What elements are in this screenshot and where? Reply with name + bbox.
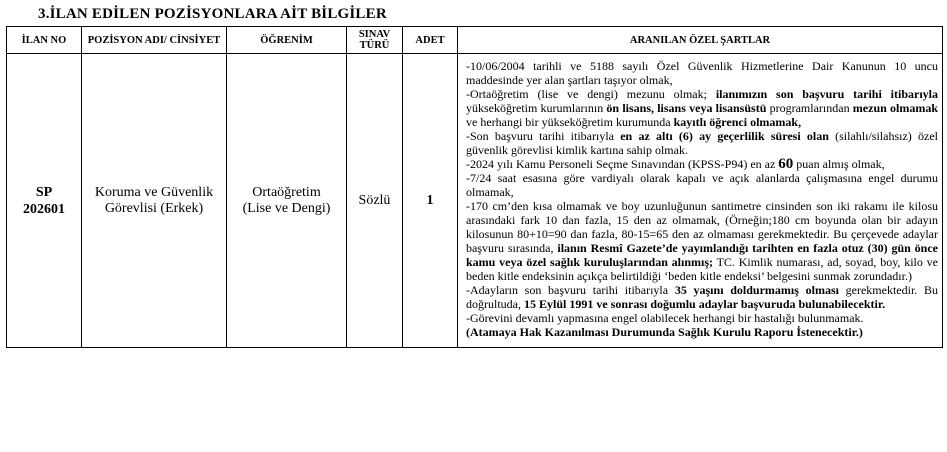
requirement-law: -10/06/2004 tarihli ve 5188 sayılı Özel Güvenlik Hizmetlerine Dair Kanunun 10 uncu maddesinde yer alan şartları taşıyor olmak, <box>466 59 938 87</box>
table-row <box>7 54 943 348</box>
cell-pozisyon <box>82 54 227 348</box>
requirement-height-weight: -170 cm’den kısa olmamak ve boy uzunluğunun santimetre cinsinden son iki rakamı ile kilosu arasındaki fark 10 dan fazla, 15 den az olmamak, (Örneğin;180 cm boyunda olan bir adayın kilosunun 80+10=90 dan fazla, 80-15=65 den az olmaması gerekmektedir. Bu çerçevede adaylar başvuru sırasında, ilanın Resmî Gazete’de yayımlandığı tarihten en fazla otuz (30) gün önce kamu veya özel sağlık kuruluşlarından alınmış; TC. Kimlik numarası, ad, soyad, boy, kilo ve beden kitle endeksinin açıkça belirtildiği ‘beden kitle endeksi’ belgesini sunmak zorundadır.) <box>466 199 938 283</box>
section-heading: 3.İLAN EDİLEN POZİSYONLARA AİT BİLGİLER <box>38 6 387 22</box>
requirement-education: -Ortaöğretim (lise ve dengi) mezunu olmak; ilanımızın son başvuru tarihi itibarıyla yükseköğretim kurumlarının ön lisans, lisans veya lisansüstü programlarından mezun olmamak ve herhangi bir yükseköğretim kurumunda kayıtlı öğrenci olmamak, <box>466 87 939 129</box>
requirement-health: -Görevini devamlı yapmasına engel olabilecek herhangi bir hastalığı bulunmamak. <box>466 311 864 325</box>
header-ozel-sartlar: ARANILAN ÖZEL ŞARTLAR <box>458 27 943 54</box>
cell-sinav-turu: Sözlü <box>347 54 403 348</box>
pozisyon-line2: Görevlisi (Erkek) <box>104 200 204 216</box>
cell-adet: 1 <box>403 54 458 348</box>
cell-ilan-no <box>7 54 82 348</box>
ogrenim-line2: (Lise ve Dengi) <box>242 200 331 216</box>
header-sinav-turu: SINAV TÜRÜ <box>347 27 403 54</box>
header-adet: ADET <box>403 27 458 54</box>
cell-ogrenim <box>227 54 347 348</box>
pozisyon-line1: Koruma ve Güvenlik <box>94 184 214 200</box>
ogrenim-line1: Ortaöğretim <box>252 184 321 200</box>
header-pozisyon: POZİSYON ADI/ CİNSİYET <box>82 27 227 54</box>
header-ilan-no: İLAN NO <box>7 27 82 54</box>
requirement-health-report: (Atamaya Hak Kazanılması Durumunda Sağlık Kurulu Raporu İstenecektir.) <box>466 325 863 339</box>
requirement-kpss: -2024 yılı Kamu Personeli Seçme Sınavından (KPSS-P94) en az 60 puan almış olmak, <box>466 156 885 172</box>
cell-ozel-sartlar <box>458 54 943 348</box>
requirement-shift: -7/24 saat esasına göre vardiyalı olarak kapalı ve açık alanlarda çalışmasına engel durumu olmamak, <box>466 171 938 199</box>
positions-table <box>6 26 943 348</box>
header-ogrenim: ÖĞRENİM <box>227 27 347 54</box>
requirement-age: -Adayların son başvuru tarihi itibarıyla 35 yaşını doldurmamış olması gerekmektedir. Bu doğrultuda, 15 Eylül 1991 ve sonrası doğumlu adaylar başvuruda bulunabilecektir. <box>466 283 938 311</box>
ilan-no-number: 202601 <box>23 201 65 217</box>
table-header-row <box>7 27 943 54</box>
ilan-no-prefix: SP <box>35 184 53 200</box>
requirement-id-card: -Son başvuru tarihi itibarıyla en az altı (6) ay geçerlilik süresi olan (silahlı/silahsız) özel güvenlik görevlisi kimlik kartına sahip olmak. <box>466 129 938 157</box>
